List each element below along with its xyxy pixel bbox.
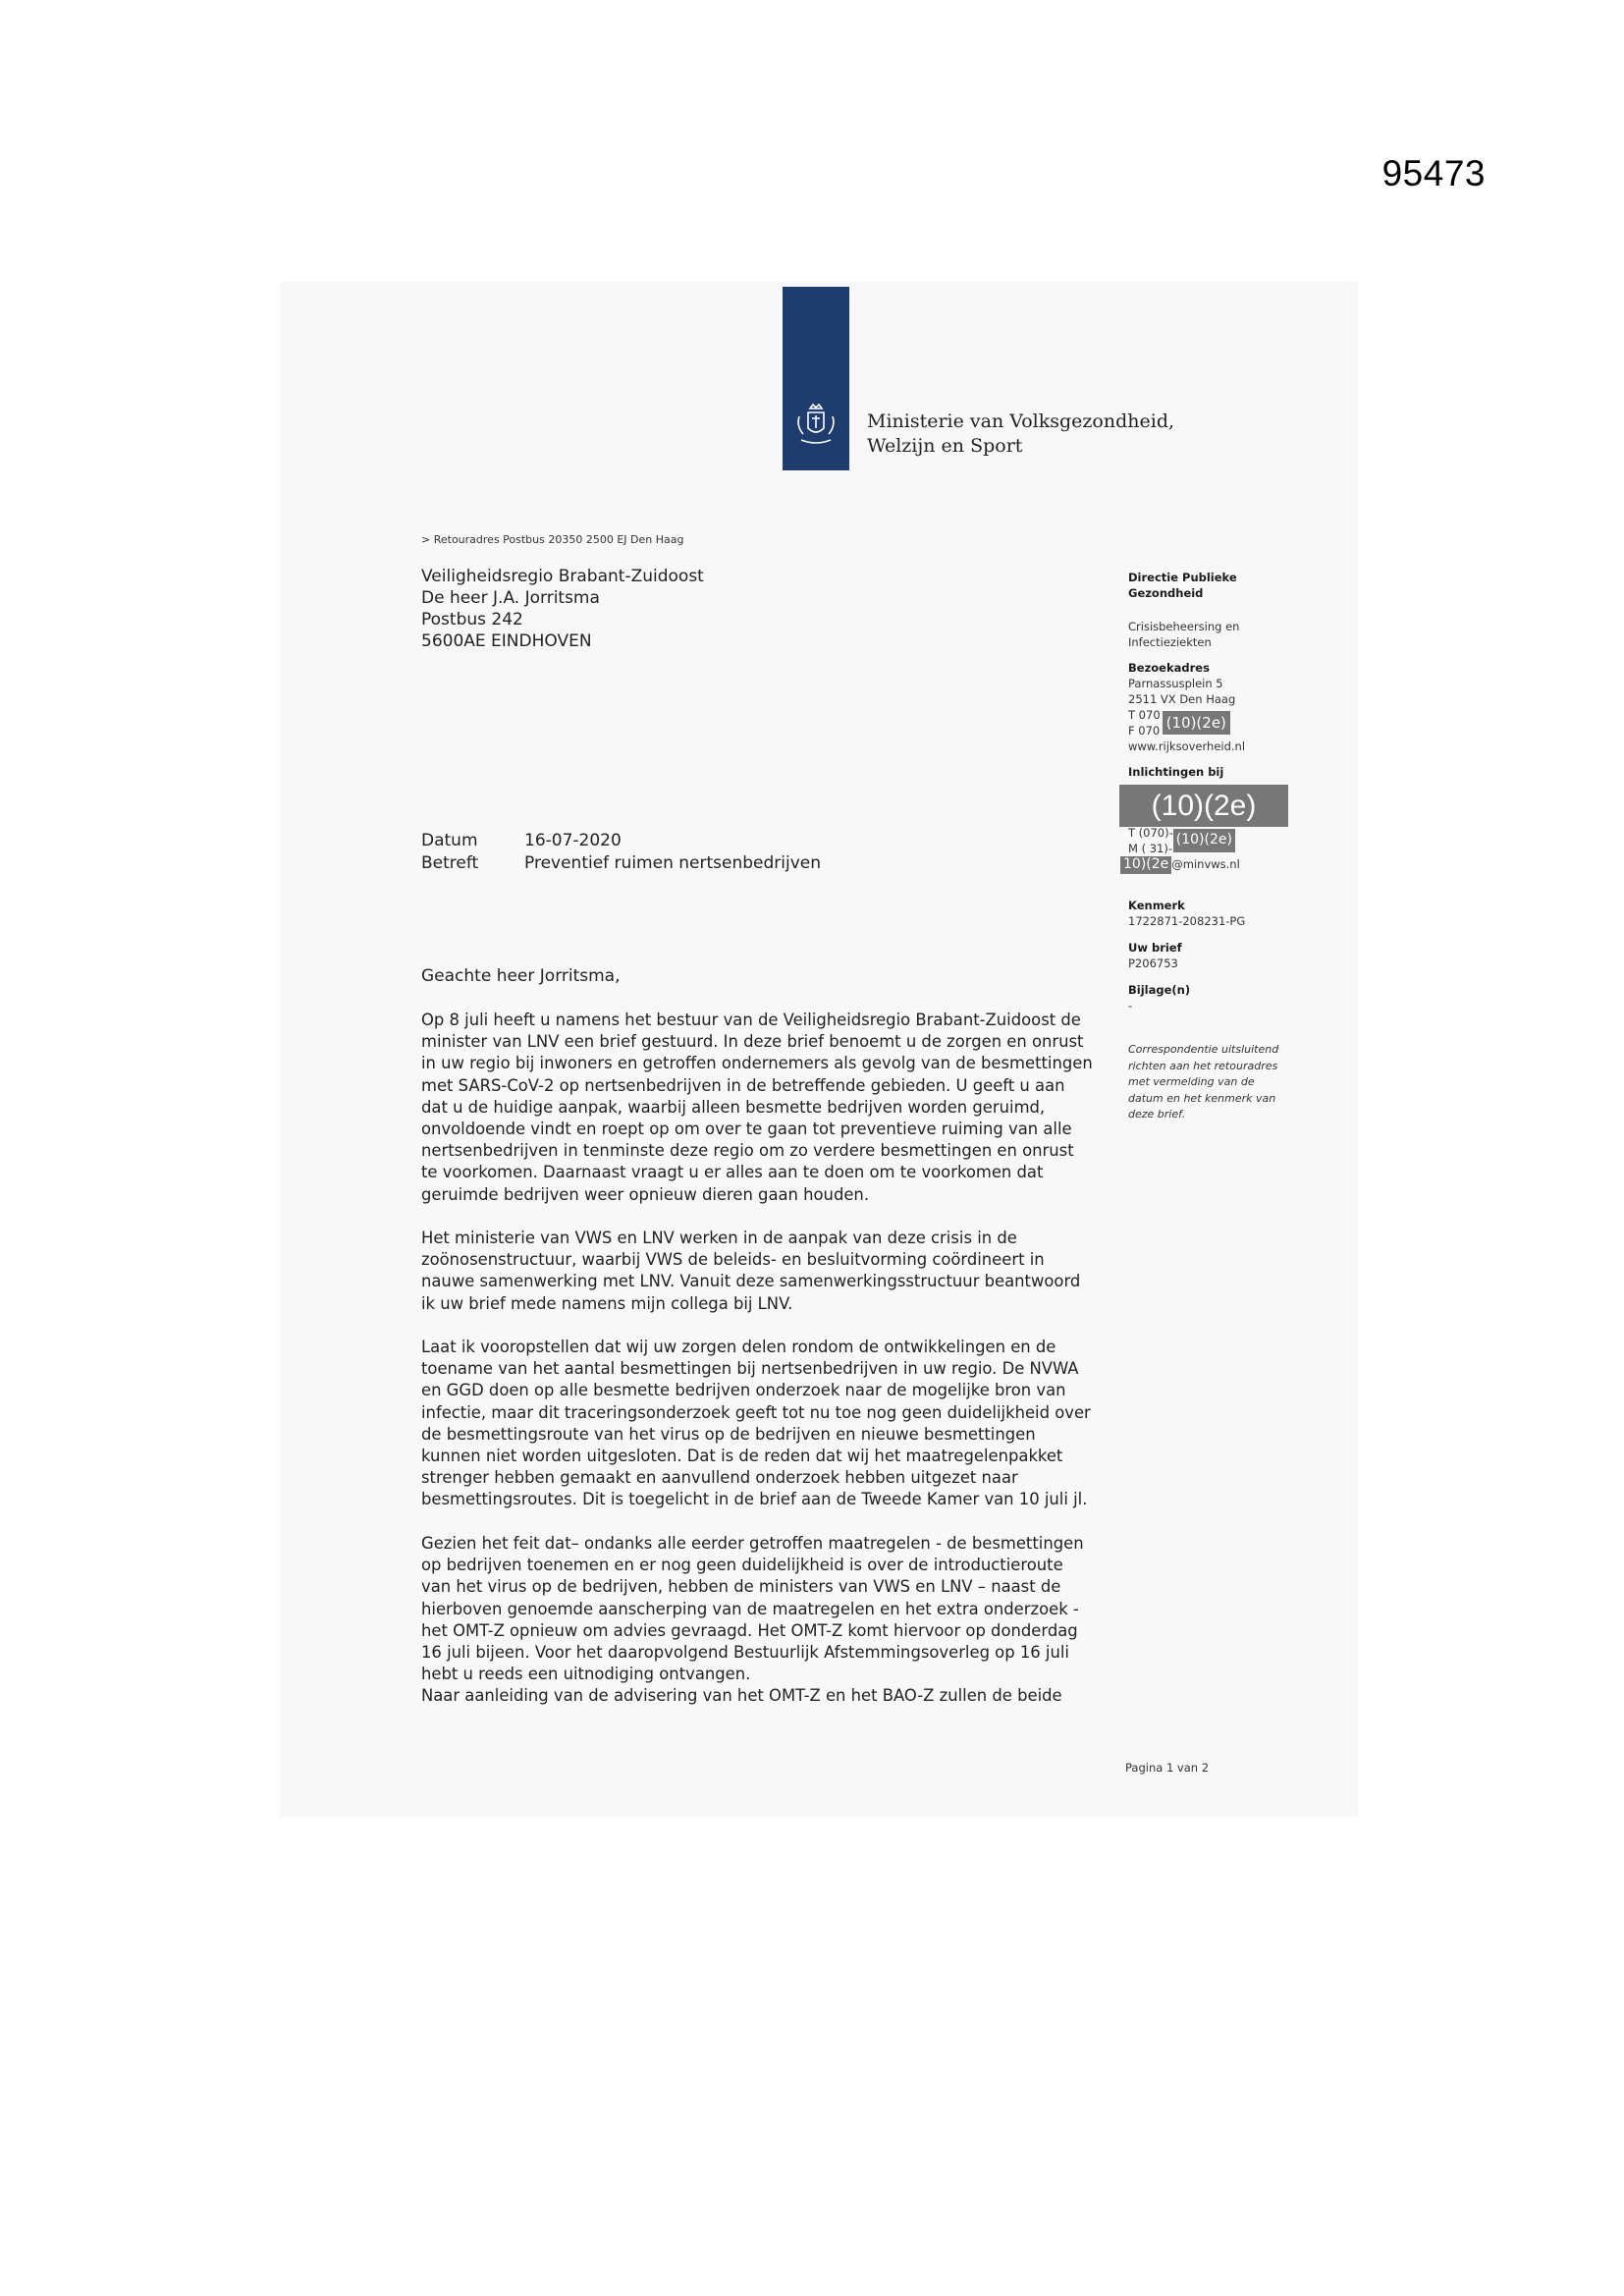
sidebar-attachments xyxy=(1128,982,1275,1013)
your-letter-label: Uw brief xyxy=(1128,941,1182,955)
unit-line: Crisisbeheersing en xyxy=(1128,620,1240,633)
date-label: Datum xyxy=(421,831,478,850)
contact-name-redaction: (10)(2e) xyxy=(1119,785,1288,827)
body-line: Op 8 juli heeft u namens het bestuur van de Veiligheidsregio Brabant-Zuidoost de xyxy=(421,1011,1081,1029)
date-row xyxy=(421,830,821,852)
document-number: 95473 xyxy=(1381,153,1486,193)
body-line: dat u de huidige aanpak, waarbij alleen besmette bedrijven worden geruimd, xyxy=(421,1097,1046,1117)
subject-label: Betreft xyxy=(421,853,479,873)
body-line: het OMT-Z opnieuw om advies gevraagd. Het OMT-Z komt hiervoor op donderdag xyxy=(421,1620,1078,1640)
body-line: van het virus op de bedrijven, hebben de ministers van VWS en LNV – naast de xyxy=(421,1577,1061,1597)
attachments-value: - xyxy=(1128,999,1133,1012)
attachments-label: Bijlage(n) xyxy=(1128,983,1191,997)
body-line: nauwe samenwerking met LNV. Vanuit deze samenwerkingsstructuur beantwoord xyxy=(421,1272,1081,1291)
subject-row xyxy=(421,852,821,875)
body-line: in uw regio bij inwoners en getroffen ondernemers als gevolg van de besmettingen xyxy=(421,1054,1093,1073)
sidebar-your-letter xyxy=(1128,940,1275,971)
body-line: ik uw brief mede namens mijn collega bij LNV. xyxy=(421,1293,793,1313)
department-name: Directie Publieke Gezondheid xyxy=(1128,571,1237,600)
reference-value: 1722871-208231-PG xyxy=(1128,914,1246,928)
visit-street: Parnassusplein 5 xyxy=(1128,677,1223,690)
body-paragraph xyxy=(421,1533,1109,1708)
correspondence-note xyxy=(1128,1042,1278,1123)
body-line: geruimde bedrijven weer opnieuw dieren gaan houden. xyxy=(421,1184,870,1204)
recipient-line: Postbus 242 xyxy=(421,610,523,629)
sidebar-department xyxy=(1128,570,1275,601)
body-line: met SARS-CoV-2 op nertsenbedrijven in de betreffende gebieden. U geeft u aan xyxy=(421,1075,1065,1095)
body-line: Het ministerie van VWS en LNV werken in de aanpak van deze crisis in de xyxy=(421,1229,1017,1247)
return-address: > Retouradres Postbus 20350 2500 EJ Den Haag xyxy=(421,533,684,546)
body-paragraph xyxy=(421,1228,1109,1315)
note-line: met vermelding van de xyxy=(1128,1075,1255,1088)
body-line: Naar aanleiding van de advisering van het OMT-Z en het BAO-Z zullen de beide xyxy=(421,1686,1062,1706)
body-line: Laat ik vooropstellen dat wij uw zorgen delen rondom de ontwikkelingen en de xyxy=(421,1338,1056,1356)
phone-fax-block xyxy=(1128,707,1275,738)
contact-tel: T (070)- xyxy=(1128,826,1173,840)
body-line: de besmettingsroute van het virus op de bedrijven en nieuwe besmettingen xyxy=(421,1424,1036,1444)
recipient-address xyxy=(421,566,704,652)
sidebar-contact xyxy=(1123,825,1300,874)
recipient-line: De heer J.A. Jorritsma xyxy=(421,588,600,608)
fax-prefix: F 070 xyxy=(1128,724,1161,738)
note-line: Correspondentie uitsluitend xyxy=(1128,1043,1279,1056)
subject-value: Preventief ruimen nertsenbedrijven xyxy=(524,853,821,873)
ministry-name-line1: Ministerie van Volksgezondheid, xyxy=(867,410,1175,432)
body-line: op bedrijven toenemen en er nog geen duidelijkheid is over de introductieroute xyxy=(421,1556,1063,1575)
body-line: minister van LNV een brief gestuurd. In deze brief benoemt u de zorgen en onrust xyxy=(421,1032,1084,1052)
visit-address-label: Bezoekadres xyxy=(1128,661,1210,675)
coat-of-arms-icon xyxy=(793,403,839,448)
website: www.rijksoverheid.nl xyxy=(1128,739,1246,753)
recipient-line: Veiligheidsregio Brabant-Zuidoost xyxy=(421,567,704,586)
phone-redaction: (10)(2e) xyxy=(1163,711,1230,736)
note-line: richten aan het retouradres xyxy=(1128,1059,1278,1072)
note-line: datum en het kenmerk van xyxy=(1128,1091,1276,1105)
sidebar-visit-address xyxy=(1128,660,1275,754)
visit-city: 2511 VX Den Haag xyxy=(1128,692,1236,706)
sidebar-info xyxy=(1128,764,1275,780)
body-line: zoönosenstructuur, waarbij VWS de beleids- en besluitvorming coördineert in xyxy=(421,1250,1045,1270)
contact-email xyxy=(1120,856,1300,874)
body-line: 16 juli bijeen. Voor het daaropvolgend Bestuurlijk Afstemmingsoverleg op 16 juli xyxy=(421,1643,1069,1663)
body-line: infectie, maar dit traceringsonderzoek geeft tot nu toe nog geen duidelijkheid over xyxy=(421,1402,1091,1422)
body-line: nertsenbedrijven in tenminste deze regio om zo verdere besmettingen en onrust xyxy=(421,1141,1074,1161)
body-line: hierboven genoemde aanscherping van de maatregelen en het extra onderzoek - xyxy=(421,1599,1079,1618)
letter-meta xyxy=(421,830,821,875)
note-line: deze brief. xyxy=(1128,1108,1186,1121)
body-line: toename van het aantal besmettingen bij nertsenbedrijven in uw regio. De NVWA xyxy=(421,1359,1079,1379)
date-value: 16-07-2020 xyxy=(524,831,622,850)
ministry-name-line2: Welzijn en Sport xyxy=(867,435,1023,457)
contact-email-suffix: @minvws.nl xyxy=(1171,857,1240,871)
unit-line: Infectieziekten xyxy=(1128,635,1212,649)
body-line: te voorkomen. Daarnaast vraagt u er alles aan te doen om te voorkomen dat xyxy=(421,1163,1044,1182)
body-line: kunnen niet worden uitgesloten. Dat is de reden dat wij het maatregelenpakket xyxy=(421,1447,1063,1466)
body-line: besmettingsroutes. Dit is toegelicht in de brief aan de Tweede Kamer van 10 juli jl. xyxy=(421,1490,1088,1509)
salutation: Geachte heer Jorritsma, xyxy=(421,966,621,986)
page-number: Pagina 1 van 2 xyxy=(1125,1761,1210,1775)
body-line: Gezien het feit dat– ondanks alle eerder getroffen maatregelen - de besmettingen xyxy=(421,1534,1084,1553)
info-label: Inlichtingen bij xyxy=(1128,765,1224,779)
contact-phone-block xyxy=(1128,825,1300,856)
body-line: hebt u reeds een uitnodiging ontvangen. xyxy=(421,1665,751,1684)
contact-email-redaction: 10)(2e xyxy=(1120,856,1171,874)
recipient-line: 5600AE EINDHOVEN xyxy=(421,631,592,651)
body-line: en GGD doen op alle besmette bedrijven onderzoek naar de mogelijke bron van xyxy=(421,1381,1066,1400)
body-paragraph xyxy=(421,1010,1109,1206)
tel-prefix: T 070 xyxy=(1128,708,1161,722)
body-line: onvoldoende vindt en roept op om over te gaan tot preventieve ruiming van alle xyxy=(421,1120,1072,1139)
your-letter-value: P206753 xyxy=(1128,957,1178,970)
contact-mobile: M ( 31)- xyxy=(1128,842,1172,855)
sidebar-reference xyxy=(1128,898,1275,929)
ministry-name xyxy=(867,410,1174,459)
sidebar-unit xyxy=(1128,619,1275,650)
reference-label: Kenmerk xyxy=(1128,899,1185,912)
contact-tel-redaction: (10)(2e) xyxy=(1173,829,1235,852)
body-line: strenger hebben gemaakt en aanvullend onderzoek hebben uitgezet naar xyxy=(421,1468,1018,1488)
body-paragraph xyxy=(421,1337,1109,1511)
